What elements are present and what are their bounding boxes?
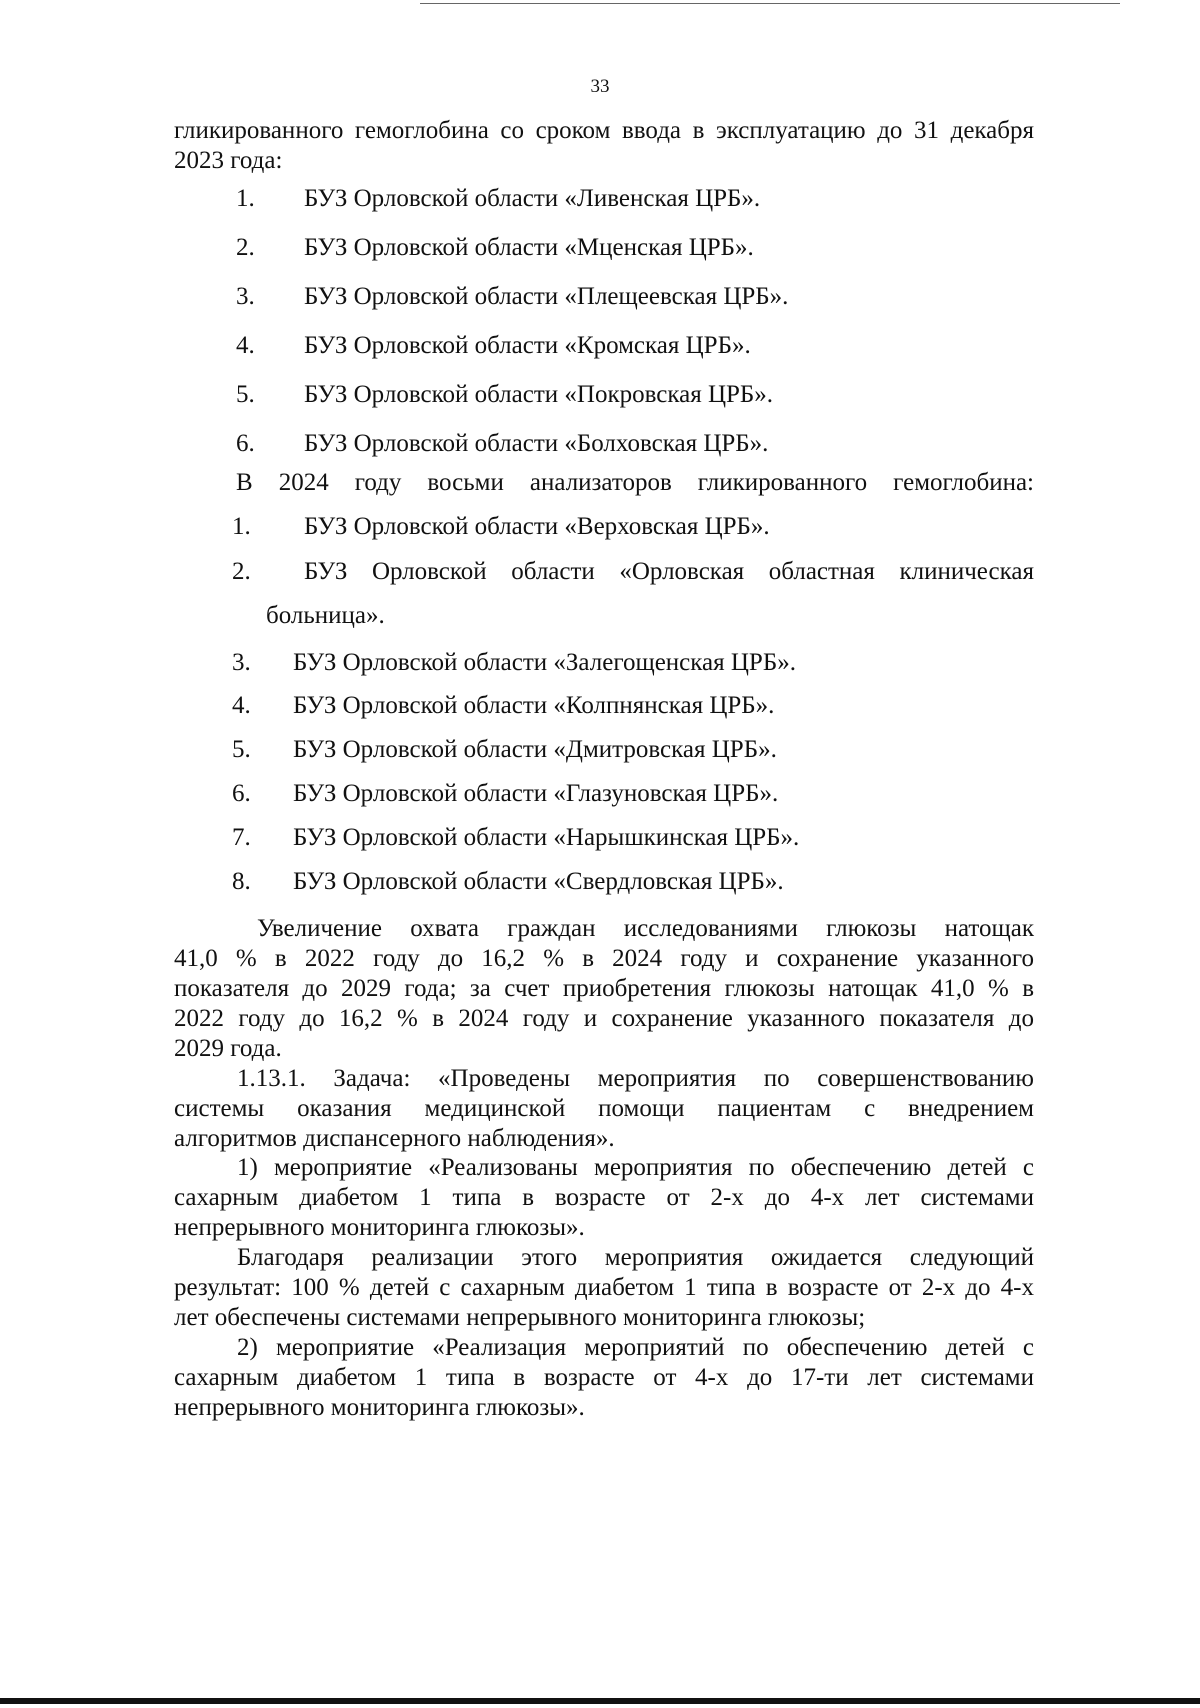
intro-line-2: 2023 года:	[174, 147, 283, 174]
list-item: БУЗ Орловской области «Колпнянская ЦРБ».	[293, 692, 775, 719]
list-item: БУЗ Орловской области «Ливенская ЦРБ».	[304, 185, 761, 212]
list-item-number: 6.	[232, 780, 251, 807]
list-item: БУЗ Орловской области «Нарышкинская ЦРБ».	[293, 824, 800, 851]
paragraph-line: 41,0 % в 2022 году до 16,2 % в 2024 году и сохранение указанного	[174, 945, 1034, 972]
bottom-scan-rule	[0, 1698, 1200, 1704]
paragraph-line: лет обеспечены системами непрерывного мониторинга глюкозы;	[174, 1304, 866, 1331]
paragraph-line: 1) мероприятие «Реализованы мероприятия по обеспечению детей с	[237, 1154, 1034, 1181]
paragraph-line: 2) мероприятие «Реализация мероприятий по обеспечению детей с	[237, 1334, 1034, 1361]
paragraph-line: 2022 году до 16,2 % в 2024 году и сохранение указанного показателя до	[174, 1005, 1034, 1032]
list-item: БУЗ Орловской области «Мценская ЦРБ».	[304, 234, 754, 261]
paragraph-line: непрерывного мониторинга глюкозы».	[174, 1394, 585, 1421]
list-item-number: 4.	[236, 332, 255, 359]
list-item-number: 3.	[232, 649, 251, 676]
list-item-number: 5.	[232, 736, 251, 763]
list-item: БУЗ Орловской области «Орловская областная клиническая	[304, 558, 1034, 585]
paragraph-line: сахарным диабетом 1 типа в возрасте от 2-х до 4-х лет системами	[174, 1184, 1034, 1211]
paragraph-line: 2029 года.	[174, 1035, 282, 1062]
list-item-number: 3.	[236, 283, 255, 310]
paragraph-line: сахарным диабетом 1 типа в возрасте от 4-х до 17-ти лет системами	[174, 1364, 1034, 1391]
list-item: БУЗ Орловской области «Болховская ЦРБ».	[304, 430, 769, 457]
paragraph-line: непрерывного мониторинга глюкозы».	[174, 1214, 585, 1241]
list-item-number: 7.	[232, 824, 251, 851]
list-item: БУЗ Орловской области «Кромская ЦРБ».	[304, 332, 751, 359]
list-item: БУЗ Орловской области «Глазуновская ЦРБ».	[293, 780, 779, 807]
paragraph-line: показателя до 2029 года; за счет приобретения глюкозы натощак 41,0 % в	[174, 975, 1034, 1002]
list-item: БУЗ Орловской области «Залегощенская ЦРБ».	[293, 649, 796, 676]
intro-line-1: гликированного гемоглобина со сроком ввода в эксплуатацию до 31 декабря	[174, 117, 1034, 144]
paragraph-line: результат: 100 % детей с сахарным диабетом 1 типа в возрасте от 2-х до 4-х	[174, 1274, 1034, 1301]
list-item-number: 6.	[236, 430, 255, 457]
list-item-number: 2.	[236, 234, 255, 261]
list-item-number: 1.	[232, 513, 251, 540]
list-item-number: 4.	[232, 692, 251, 719]
list-item: БУЗ Орловской области «Плещеевская ЦРБ».	[304, 283, 789, 310]
list-item-number: 1.	[236, 185, 255, 212]
list-item-number: 5.	[236, 381, 255, 408]
list-item: БУЗ Орловской области «Дмитровская ЦРБ».	[293, 736, 777, 763]
paragraph-line: 1.13.1. Задача: «Проведены мероприятия по совершенствованию	[237, 1065, 1034, 1092]
paragraph-line: системы оказания медицинской помощи пациентам с внедрением	[174, 1095, 1034, 1122]
list-item: БУЗ Орловской области «Покровская ЦРБ».	[304, 381, 774, 408]
list-item-number: 8.	[232, 868, 251, 895]
list-item: БУЗ Орловской области «Свердловская ЦРБ».	[293, 868, 784, 895]
list-item-continuation: больница».	[266, 602, 385, 629]
paragraph-line: Благодаря реализации этого мероприятия ожидается следующий	[237, 1244, 1034, 1271]
page-number: 33	[590, 76, 610, 97]
heading-2024: В 2024 году восьми анализаторов гликированного гемоглобина:	[236, 469, 1034, 496]
list-item: БУЗ Орловской области «Верховская ЦРБ».	[304, 513, 770, 540]
paragraph-line: Увеличение охвата граждан исследованиями глюкозы натощак	[257, 915, 1034, 942]
paragraph-line: алгоритмов диспансерного наблюдения».	[174, 1125, 615, 1152]
top-scan-rule	[420, 3, 1120, 4]
list-item-number: 2.	[232, 558, 251, 585]
